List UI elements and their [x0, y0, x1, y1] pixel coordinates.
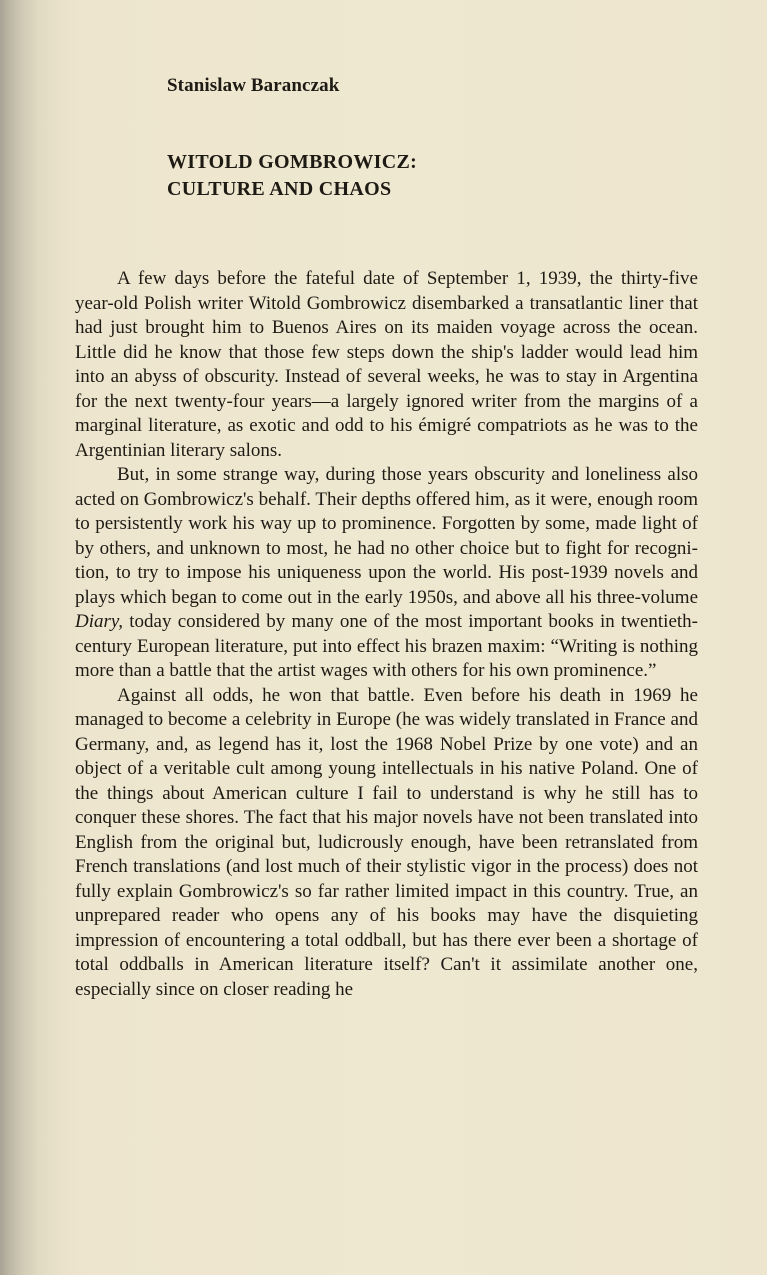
author-name: Stanislaw Baranczak: [167, 75, 340, 96]
paragraph: A few days before the fateful date of September 1, 1939, the thirty-five year-old Polish writer Witold Gombrowicz disembarked a transatlantic liner that had just brought him to Buenos Aires on its maiden voyage across the ocean. Little did he know that those few steps down the ship's ladder would lead him into an abyss of obscurity. Instead of several weeks, he was to stay in Argentina for the next twenty-four years—a largely ignored writer from the margins of a marginal literature, as exotic and odd to his émigré compatriots as he was to the Argentinian literary salons.: [75, 268, 698, 461]
paragraph: But, in some strange way, during those years obscurity and loneliness also acted on Gombrowicz's behalf. Their depths offered him, as it were, enough room to persistently work his way up to prominence. Forgotten by some, made light of by others, and unknown to most, he had no other choice but to fight for recognition, to try to impose his uniqueness upon the world. His post-1939 novels and plays which began to come out in the early 1950s, and above all his three-volume Diary, today considered by many one of the most important books in twentieth-century European literature, put into effect his brazen maxim: “Writing is nothing more than a battle that the artist wages with others for his own prominence.”: [75, 464, 698, 681]
essay-body: [75, 267, 698, 1002]
essay-title: [167, 149, 417, 203]
paragraph: Against all odds, he won that battle. Even before his death in 1969 he managed to become a celebrity in Europe (he was widely translated in France and Germany, and, as legend has it, lost the 1968 Nobel Prize by one vote) and an object of a veritable cult among young intellectuals in his native Poland. One of the things about American culture I fail to understand is why he still has to conquer these shores. The fact that his major novels have not been translated into English from the original but, ludicrously enough, have been retranslated from French translations (and lost much of their stylistic vigor in the process) does not fully explain Gombrowicz's so far rather limited impact in this country. True, an unprepared reader who opens any of his books may have the disquieting impression of encountering a total oddball, but has there ever been a shortage of total oddballs in American literature itself? Can't it assimilate another one, especially since on closer reading he: [75, 684, 698, 1000]
title-line-2: CULTURE AND CHAOS: [167, 178, 392, 200]
title-line-1: WITOLD GOMBROWICZ:: [167, 151, 418, 173]
book-title-diary: Diary,: [75, 611, 124, 632]
